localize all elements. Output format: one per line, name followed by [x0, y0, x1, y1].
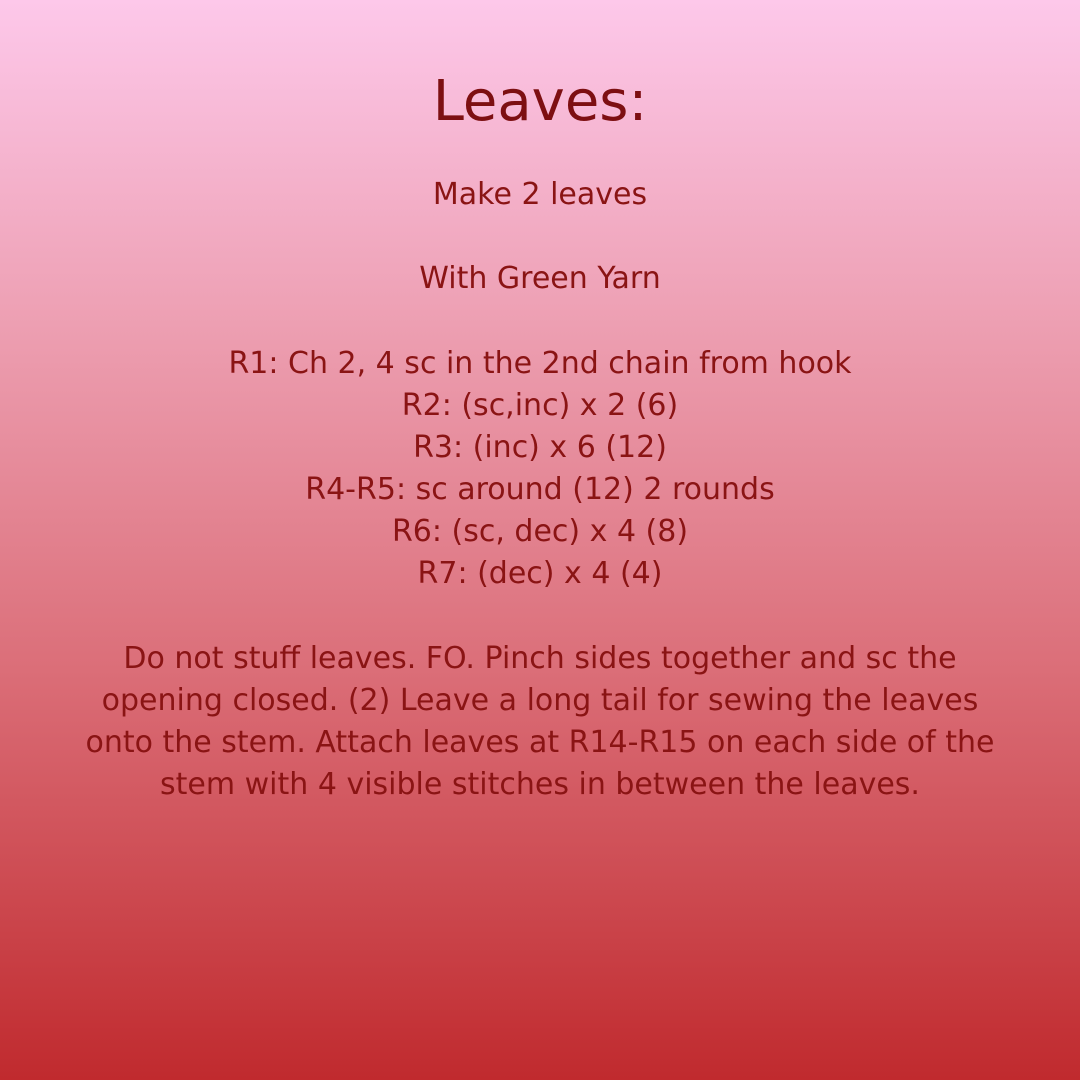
page-title: Leaves:: [432, 69, 648, 134]
yarn-color-note: With Green Yarn: [419, 261, 661, 296]
round-3: R3: (inc) x 6 (12): [413, 430, 667, 465]
round-7: R7: (dec) x 4 (4): [417, 556, 663, 591]
finishing-line: stem with 4 visible stitches in between the leaves.: [160, 767, 920, 802]
finishing-instructions: [40, 638, 1040, 806]
finishing-line: onto the stem. Attach leaves at R14-R15 on each side of the: [85, 725, 995, 760]
round-4-5: R4-R5: sc around (12) 2 rounds: [305, 472, 775, 507]
leaf-count-note: Make 2 leaves: [432, 177, 648, 212]
finishing-line: opening closed. (2) Leave a long tail for sewing the leaves: [101, 683, 979, 718]
finishing-line: Do not stuff leaves. FO. Pinch sides together and sc the: [123, 641, 957, 676]
round-6: R6: (sc, dec) x 4 (8): [391, 514, 689, 549]
round-list: [0, 343, 1080, 595]
round-1: R1: Ch 2, 4 sc in the 2nd chain from hook: [228, 346, 852, 381]
round-2: R2: (sc,inc) x 2 (6): [401, 388, 679, 423]
